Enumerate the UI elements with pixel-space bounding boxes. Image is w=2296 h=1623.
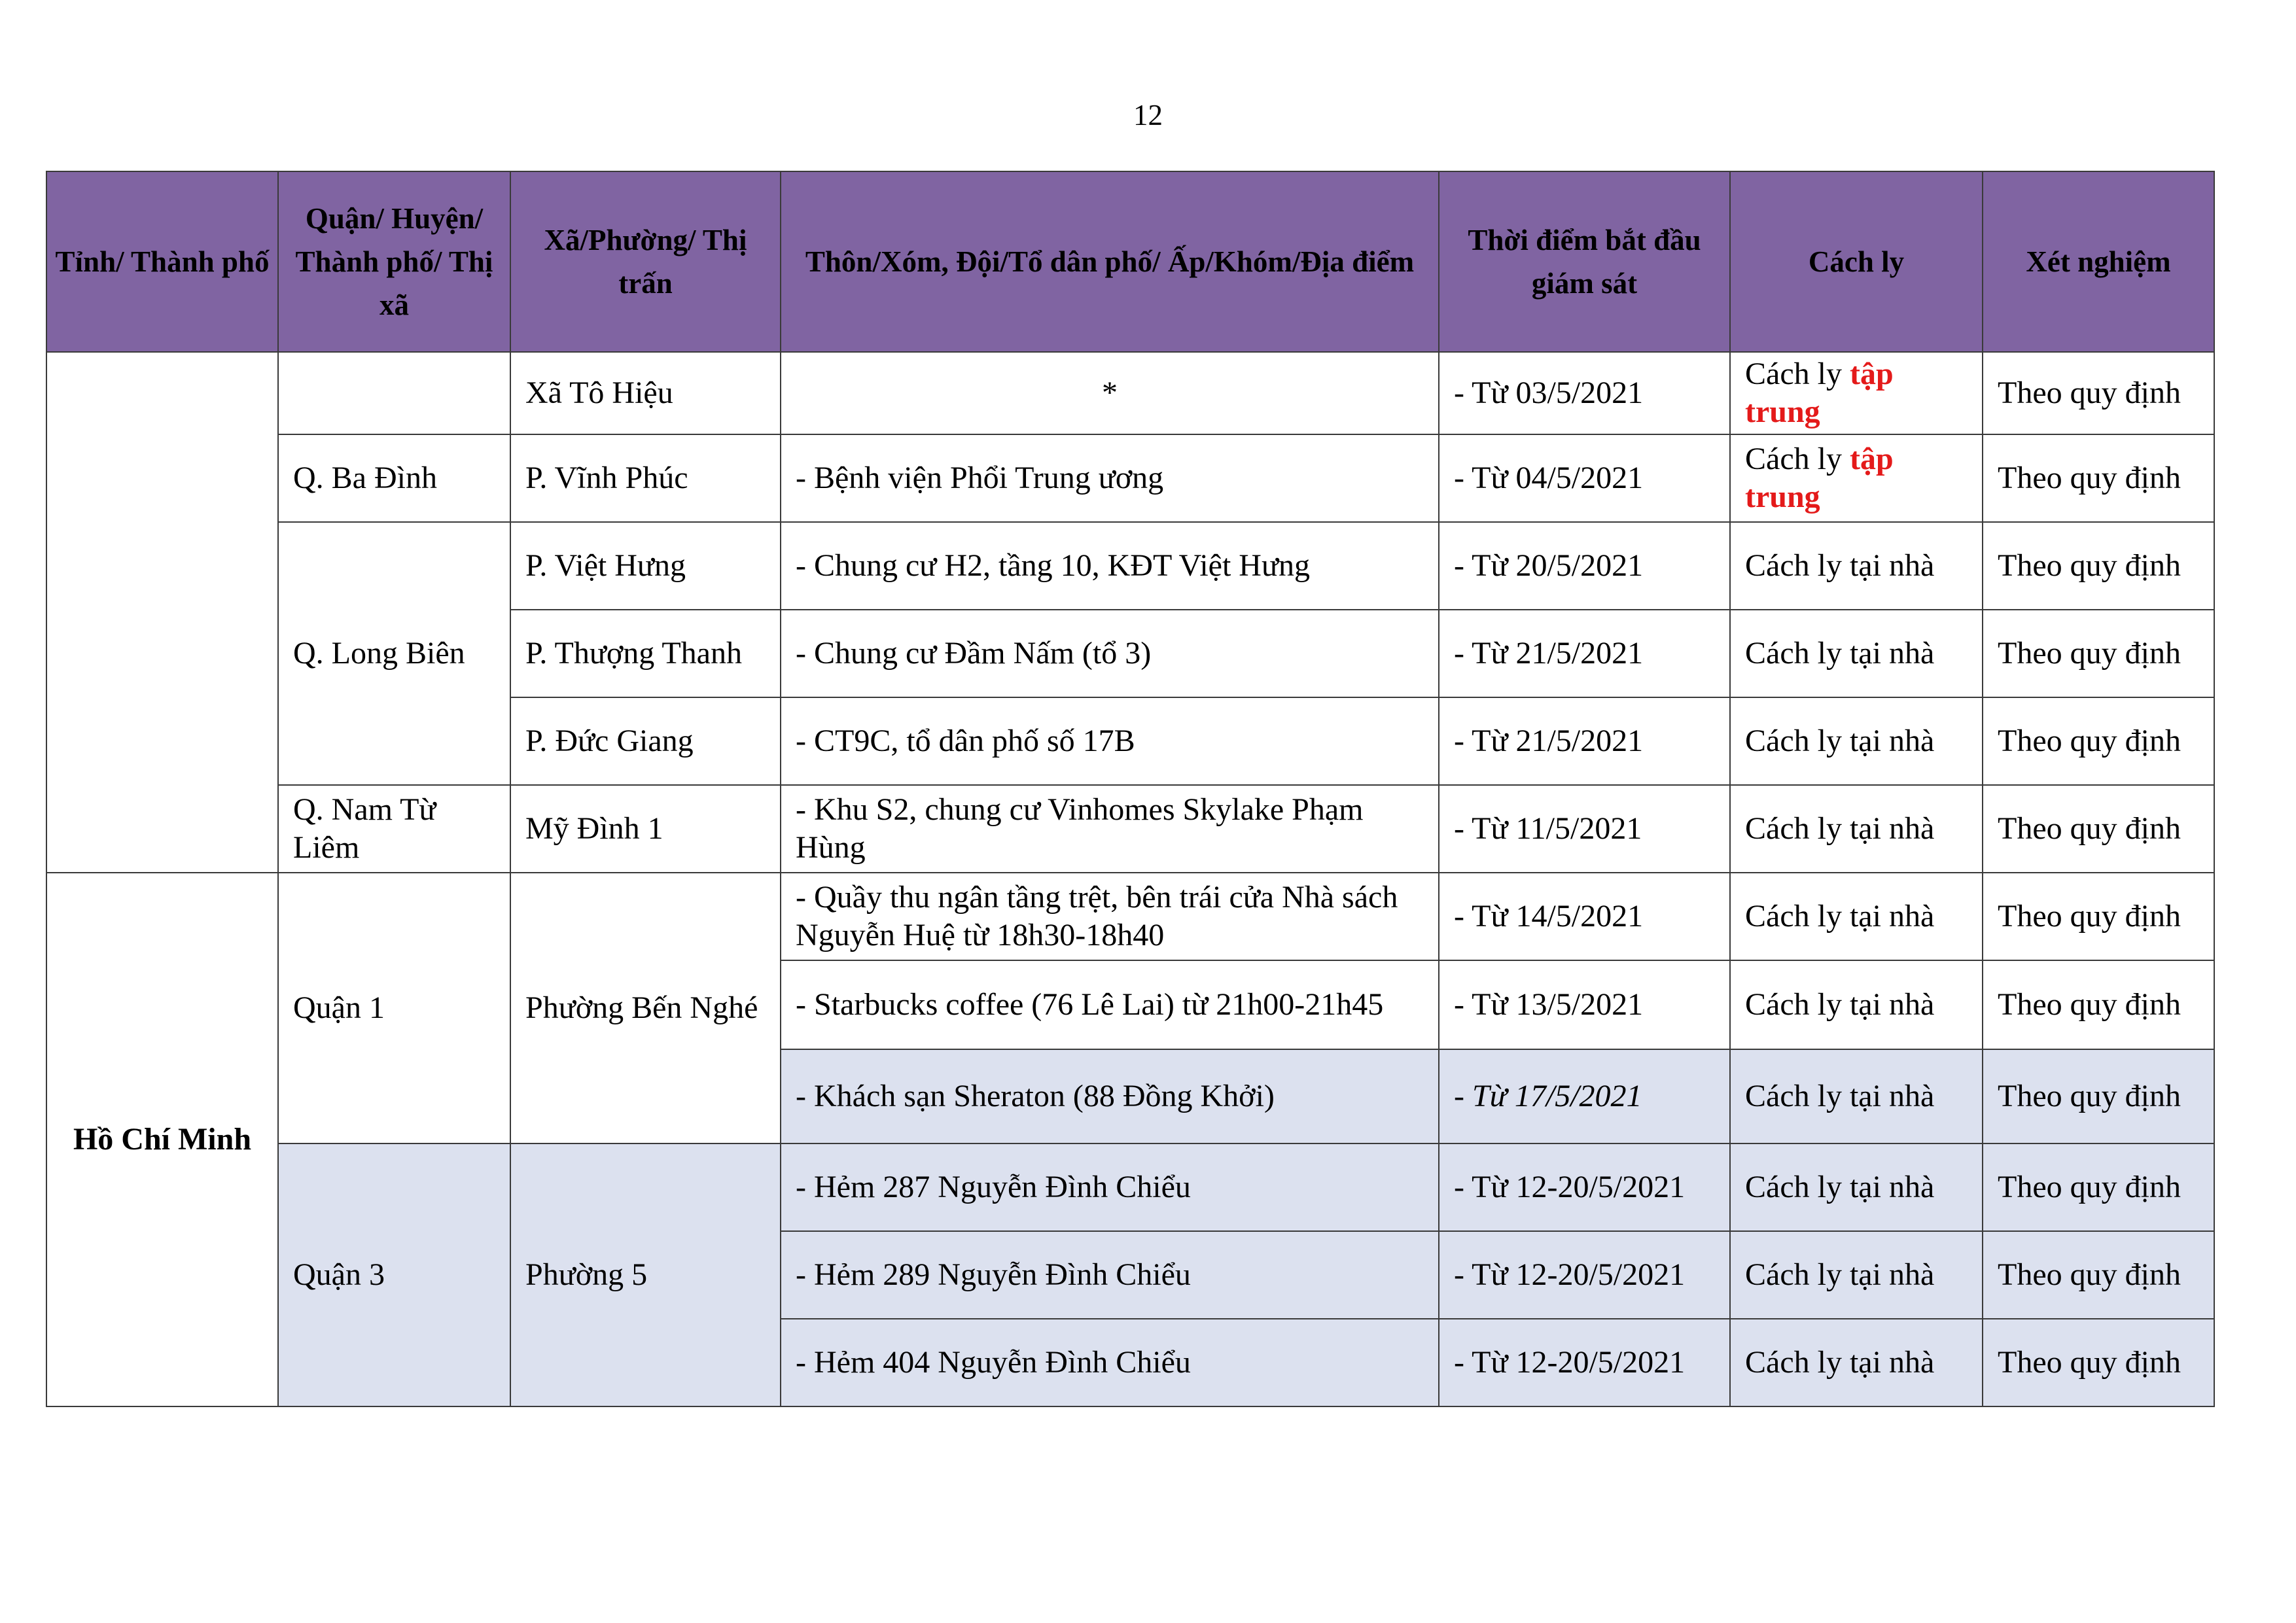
header-district: Quận/ Huyện/ Thành phố/ Thị xã: [278, 171, 510, 352]
header-row: [46, 171, 2214, 352]
district-cell: Quận 3: [278, 1143, 510, 1406]
table-row: [46, 785, 2214, 873]
location-cell: - Khách sạn Sheraton (88 Đồng Khởi): [781, 1049, 1439, 1143]
testing-cell: Theo quy định: [1983, 1319, 2214, 1406]
ward-cell: Xã Tô Hiệu: [510, 352, 781, 434]
start-time-cell: - Từ 11/5/2021: [1439, 785, 1730, 873]
isolation-cell: Cách ly tại nhà: [1730, 697, 1983, 785]
table-row: [46, 352, 2214, 434]
location-cell: - Hẻm 404 Nguyễn Đình Chiểu: [781, 1319, 1439, 1406]
testing-cell: Theo quy định: [1983, 697, 2214, 785]
ward-cell: Phường 5: [510, 1143, 781, 1406]
location-cell: - Starbucks coffee (76 Lê Lai) từ 21h00-21h45: [781, 960, 1439, 1049]
location-cell: - Quầy thu ngân tầng trệt, bên trái cửa Nhà sách Nguyễn Huệ từ 18h30-18h40: [781, 873, 1439, 960]
ward-cell: P. Đức Giang: [510, 697, 781, 785]
district-cell-empty: [278, 352, 510, 434]
concentrated-label: tập trung: [1745, 357, 1894, 429]
location-cell: *: [781, 352, 1439, 434]
start-time-cell: - Từ 21/5/2021: [1439, 697, 1730, 785]
start-time-cell: - Từ 12-20/5/2021: [1439, 1231, 1730, 1319]
testing-cell: Theo quy định: [1983, 610, 2214, 697]
ward-cell: Mỹ Đình 1: [510, 785, 781, 873]
isolation-prefix: Cách ly: [1745, 442, 1850, 476]
isolation-cell: [1730, 434, 1983, 522]
isolation-prefix: Cách ly: [1745, 357, 1850, 391]
header-testing: Xét nghiệm: [1983, 171, 2214, 352]
isolation-cell: Cách ly tại nhà: [1730, 873, 1983, 960]
start-time-cell: - Từ 21/5/2021: [1439, 610, 1730, 697]
isolation-cell: [1730, 352, 1983, 434]
district-cell: Q. Long Biên: [278, 522, 510, 785]
start-time-cell: - Từ 20/5/2021: [1439, 522, 1730, 610]
isolation-cell: Cách ly tại nhà: [1730, 1049, 1983, 1143]
location-cell: - Hẻm 287 Nguyễn Đình Chiểu: [781, 1143, 1439, 1231]
header-isolation: Cách ly: [1730, 171, 1983, 352]
province-cell-empty: [46, 352, 278, 873]
district-cell: Q. Ba Đình: [278, 434, 510, 522]
start-time-cell: - Từ 04/5/2021: [1439, 434, 1730, 522]
header-start-time: Thời điểm bắt đầu giám sát: [1439, 171, 1730, 352]
ward-cell: P. Thượng Thanh: [510, 610, 781, 697]
concentrated-label: tập trung: [1745, 442, 1894, 514]
testing-cell: Theo quy định: [1983, 785, 2214, 873]
testing-cell: Theo quy định: [1983, 522, 2214, 610]
isolation-cell: Cách ly tại nhà: [1730, 960, 1983, 1049]
ward-cell: Phường Bến Nghé: [510, 873, 781, 1143]
testing-cell: Theo quy định: [1983, 873, 2214, 960]
testing-cell: Theo quy định: [1983, 960, 2214, 1049]
isolation-cell: Cách ly tại nhà: [1730, 1231, 1983, 1319]
start-time-cell: - Từ 17/5/2021: [1439, 1049, 1730, 1143]
location-cell: - Hẻm 289 Nguyễn Đình Chiểu: [781, 1231, 1439, 1319]
isolation-cell: Cách ly tại nhà: [1730, 522, 1983, 610]
page-number: 12: [1133, 99, 1163, 131]
start-time-cell: - Từ 12-20/5/2021: [1439, 1319, 1730, 1406]
isolation-cell: Cách ly tại nhà: [1730, 610, 1983, 697]
testing-cell: Theo quy định: [1983, 1143, 2214, 1231]
header-province: Tỉnh/ Thành phố: [46, 171, 278, 352]
isolation-cell: Cách ly tại nhà: [1730, 1143, 1983, 1231]
table-row: [46, 1143, 2214, 1231]
start-time-cell: - Từ 03/5/2021: [1439, 352, 1730, 434]
district-cell: Quận 1: [278, 873, 510, 1143]
isolation-cell: Cách ly tại nhà: [1730, 1319, 1983, 1406]
location-cell: - Chung cư H2, tầng 10, KĐT Việt Hưng: [781, 522, 1439, 610]
location-cell: - Chung cư Đầm Nấm (tổ 3): [781, 610, 1439, 697]
testing-cell: Theo quy định: [1983, 434, 2214, 522]
start-time-cell: - Từ 12-20/5/2021: [1439, 1143, 1730, 1231]
province-cell: Hồ Chí Minh: [46, 873, 278, 1406]
district-cell: Q. Nam Từ Liêm: [278, 785, 510, 873]
isolation-cell: Cách ly tại nhà: [1730, 785, 1983, 873]
ward-cell: P. Vĩnh Phúc: [510, 434, 781, 522]
table-row: [46, 873, 2214, 960]
location-cell: - Khu S2, chung cư Vinhomes Skylake Phạm Hùng: [781, 785, 1439, 873]
start-time-cell: - Từ 13/5/2021: [1439, 960, 1730, 1049]
start-time-cell: - Từ 14/5/2021: [1439, 873, 1730, 960]
table-row: [46, 522, 2214, 610]
location-cell: - Bệnh viện Phổi Trung ương: [781, 434, 1439, 522]
table-row: [46, 434, 2214, 522]
header-location: Thôn/Xóm, Đội/Tổ dân phố/ Ấp/Khóm/Địa điểm: [781, 171, 1439, 352]
ward-cell: P. Việt Hưng: [510, 522, 781, 610]
testing-cell: Theo quy định: [1983, 352, 2214, 434]
testing-cell: Theo quy định: [1983, 1049, 2214, 1143]
testing-cell: Theo quy định: [1983, 1231, 2214, 1319]
header-ward: Xã/Phường/ Thị trấn: [510, 171, 781, 352]
monitoring-table: [46, 171, 2215, 1407]
location-cell: - CT9C, tổ dân phố số 17B: [781, 697, 1439, 785]
